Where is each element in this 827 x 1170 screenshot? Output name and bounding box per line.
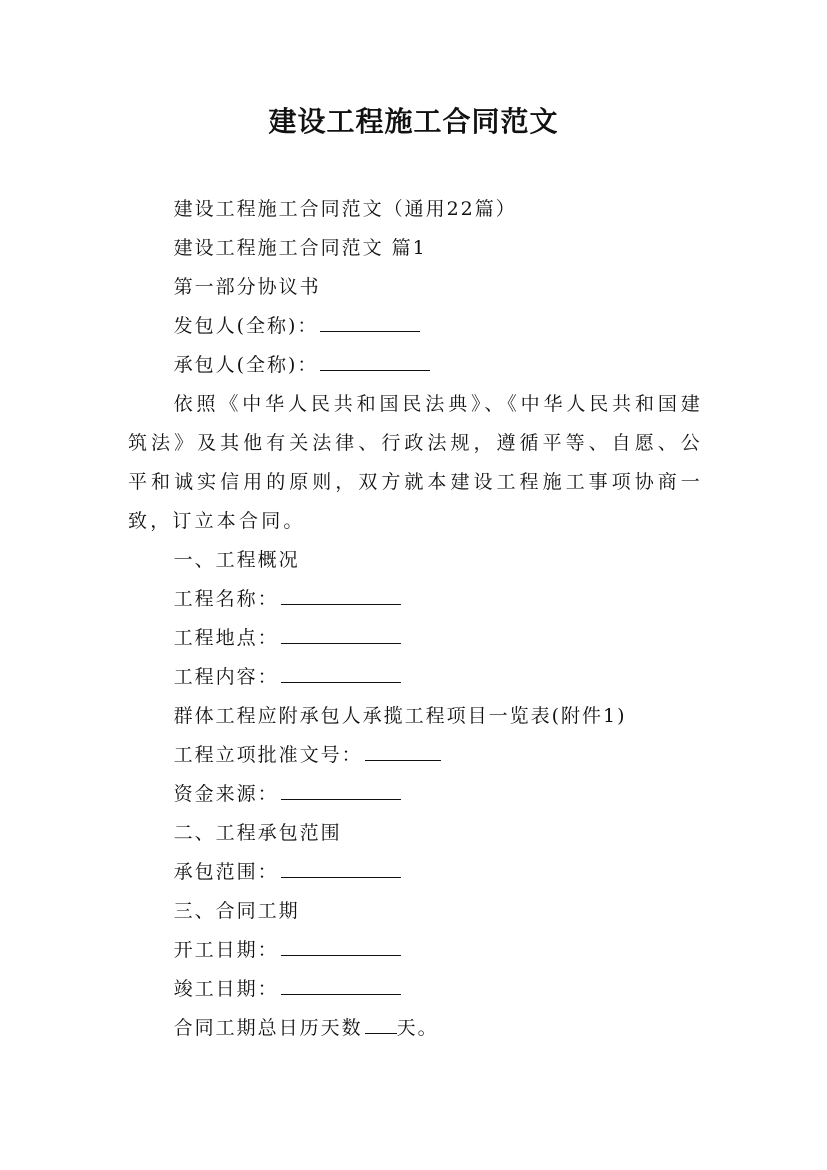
paragraph-scope (128, 853, 703, 892)
paragraph-project-content (128, 658, 703, 697)
paragraph-approval-number (128, 736, 703, 775)
paragraph-project-location (128, 619, 703, 658)
paragraph-employer (128, 307, 703, 346)
project-content-blank-line (281, 681, 401, 683)
paragraph-part-one: 第一部分协议书 (173, 276, 321, 298)
project-content-label: 工程内容： (173, 666, 279, 688)
approval-number-label: 工程立项批准文号： (173, 744, 363, 766)
employer-blank-line (320, 330, 420, 332)
paragraph-section-three: 三、合同工期 (173, 900, 300, 922)
start-date-blank-line (281, 954, 401, 956)
document-title: 建设工程施工合同范文 (268, 105, 559, 138)
total-days-label: 合同工期总日历天数 (173, 1017, 363, 1039)
project-name-blank-line (281, 603, 401, 605)
paragraph-section-two: 二、工程承包范围 (173, 822, 342, 844)
scope-blank-line (281, 876, 401, 878)
contractor-blank-line (320, 369, 430, 371)
paragraph-funding-source (128, 775, 703, 814)
completion-date-label: 竣工日期： (173, 978, 279, 1000)
project-location-blank-line (281, 642, 401, 644)
paragraph-article-heading: 建设工程施工合同范文 篇1 (173, 237, 427, 259)
completion-date-blank-line (281, 993, 401, 995)
start-date-label: 开工日期： (173, 939, 279, 961)
scope-label: 承包范围： (173, 861, 279, 883)
contractor-label: 承包人(全称)： (173, 354, 319, 376)
project-name-label: 工程名称： (173, 588, 279, 610)
paragraph-completion-date (128, 970, 703, 1009)
funding-source-label: 资金来源： (173, 783, 279, 805)
total-days-unit: 天。 (396, 1017, 439, 1039)
employer-label: 发包人(全称)： (173, 315, 319, 337)
paragraph-project-name (128, 580, 703, 619)
approval-number-blank-line (365, 759, 441, 761)
funding-source-blank-line (281, 798, 401, 800)
paragraph-contractor (128, 346, 703, 385)
project-location-label: 工程地点： (173, 627, 279, 649)
paragraph-group-project: 群体工程应附承包人承揽工程项目一览表(附件1) (173, 705, 627, 727)
document-body (128, 190, 703, 1048)
paragraph-start-date (128, 931, 703, 970)
paragraph-section-one: 一、工程概况 (173, 549, 300, 571)
paragraph-subtitle: 建设工程施工合同范文（通用22篇） (173, 198, 517, 220)
paragraph-total-days (128, 1009, 703, 1048)
paragraph-legal-basis: 依照《中华人民共和国民法典》、《中华人民共和国建筑法》及其他有关法律、行政法规，遵循平等、自愿、公平和诚实信用的原则，双方就本建设工程施工事项协商一致，订立本合同。 (128, 393, 703, 532)
total-days-blank-line (365, 1032, 397, 1034)
